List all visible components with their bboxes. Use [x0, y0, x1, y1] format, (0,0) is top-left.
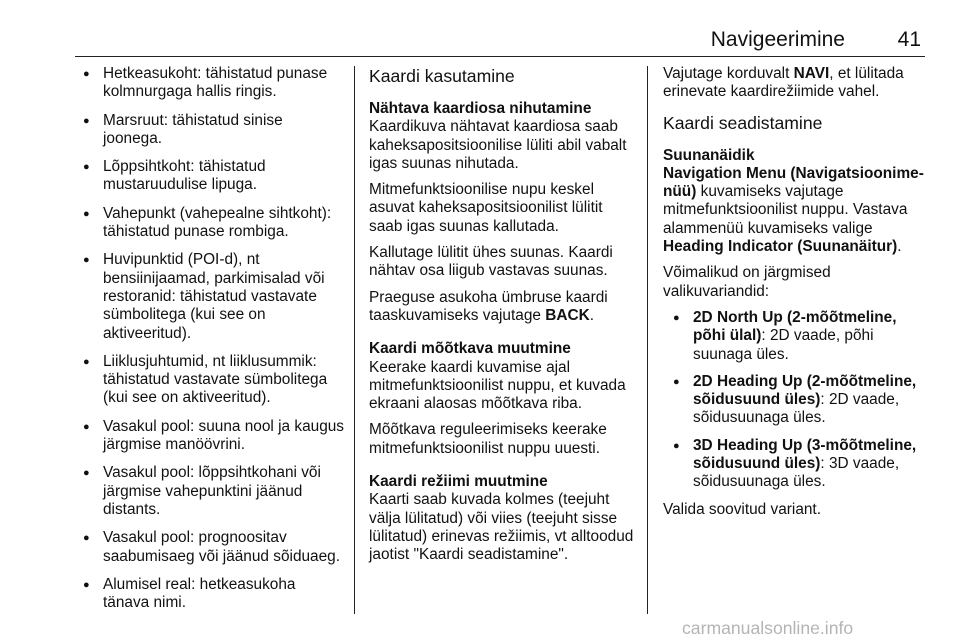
options-list [663, 309, 928, 492]
paragraph: Keerake kaardi kuvamise ajal mitmefunktsioonilist nuppu, et kuvada ekraani alaosas mõõtkava riba. [369, 358, 626, 413]
list-item: ● 2D Heading Up (2-mõõtmeline, sõidusuund üles): 2D vaade, sõidusuunaga üles. [663, 373, 928, 428]
list-item: ● Vasakul pool: lõppsihtkohani või järgmise vahepunktini jäänud distants. [80, 464, 345, 519]
list-item: ● Marsruut: tähistatud sinise joonega. [80, 112, 345, 149]
list-item: ● Liiklusjuhtumid, nt liiklusummik: tähistatud vastavate sümbolitega (kui see on aktiveeritud). [80, 353, 345, 408]
column-2 [369, 65, 634, 573]
subheading-map-mode: Kaardi režiimi muutmine [369, 473, 548, 491]
column-divider-1 [354, 66, 355, 614]
paragraph: Navigation Menu (Navigatsioonimenüü) kuvamiseks vajutage mitmefunktsioonilist nuppu. Vastava alammenüü kuvamiseks valige Heading Indicator (Suunanäitur). [663, 164, 924, 256]
navi-key-label: NAVI [793, 65, 830, 82]
section-heading-map-usage: Kaardi kasutamine [369, 66, 515, 86]
header-rule [75, 56, 925, 57]
back-key-label: BACK [545, 306, 590, 324]
page-header [75, 28, 925, 52]
page-number: 41 [897, 28, 921, 51]
list-item: ● Lõppsihtkoht: tähistatud mustaruudulise lipuga. [80, 158, 345, 195]
paragraph: Vajutage korduvalt NAVI, et lülitada erinevate kaardirežiimide vahel. [663, 65, 904, 101]
paragraph: Kaardikuva nähtavat kaardiosa saab kaheksapositsioonilise lüliti abil vabalt igas suunas nihutada. [369, 118, 627, 172]
paragraph: Võimalikud on järgmised valikuvariandid: [663, 264, 831, 300]
list-item: ● Vahepunkt (vahepealne sihtkoht): tähistatud punase rombiga. [80, 205, 345, 242]
column-3 [663, 65, 928, 527]
watermark: carmanualsonline.info [682, 618, 854, 638]
list-item: ● 3D Heading Up (3-mõõtmeline, sõidusuund üles): 3D vaade, sõidusuunaga üles. [663, 437, 928, 492]
map-legend-list [80, 65, 345, 612]
column-1 [80, 65, 345, 622]
subheading-scroll-map: Nähtava kaardiosa nihutamine [369, 100, 592, 117]
paragraph: Mitmefunktsioonilise nupu keskel asuvat kaheksapositsioonilist lülitit saab igas suunas kallutada. [369, 181, 603, 235]
list-item: ● Alumisel real: hetkeasukoha tänava nimi. [80, 576, 345, 613]
list-item: ● Vasakul pool: prognoositav saabumisaeg või jäänud sõiduaeg. [80, 529, 345, 566]
subheading-map-scale: Kaardi mõõtkava muutmine [369, 340, 571, 358]
paragraph: Kallutage lülitit ühes suunas. Kaardi nähtav osa liigub vastavas suunas. [369, 244, 613, 280]
paragraph: Kaarti saab kuvada kolmes (teejuht välja lülitatud) või viies (teejuht sisse lülitatud) erinevas režiimis, vt alltoodud jaotist "Kaardi seadistamine". [369, 491, 634, 564]
section-heading-map-settings: Kaardi seadistamine [663, 112, 823, 133]
list-item: ● Hetkeasukoht: tähistatud punase kolmnurgaga hallis ringis. [80, 65, 345, 102]
list-item: ● Huvipunktid (POI-d), nt bensiinijaamad, parkimisalad või restoranid: tähistatud vastavate sümbolitega (kui see on aktiveeritud). [80, 251, 345, 342]
list-item: ● Vasakul pool: suuna nool ja kaugus järgmise manöövrini. [80, 418, 345, 455]
subheading-heading-indicator: Suunanäidik [663, 146, 755, 164]
paragraph: Valida soovitud variant. [663, 500, 821, 518]
column-divider-2 [647, 66, 648, 614]
paragraph: Mõõtkava reguleerimiseks keerake mitmefunktsioonilist nuppu uuesti. [369, 421, 607, 457]
list-item: ● 2D North Up (2-mõõtmeline, põhi ülal): 2D vaade, põhi suunaga üles. [663, 309, 928, 364]
page-title: Navigeerimine [710, 28, 845, 51]
paragraph: Praeguse asukoha ümbruse kaardi taaskuvamiseks vajutage BACK. [369, 288, 608, 324]
